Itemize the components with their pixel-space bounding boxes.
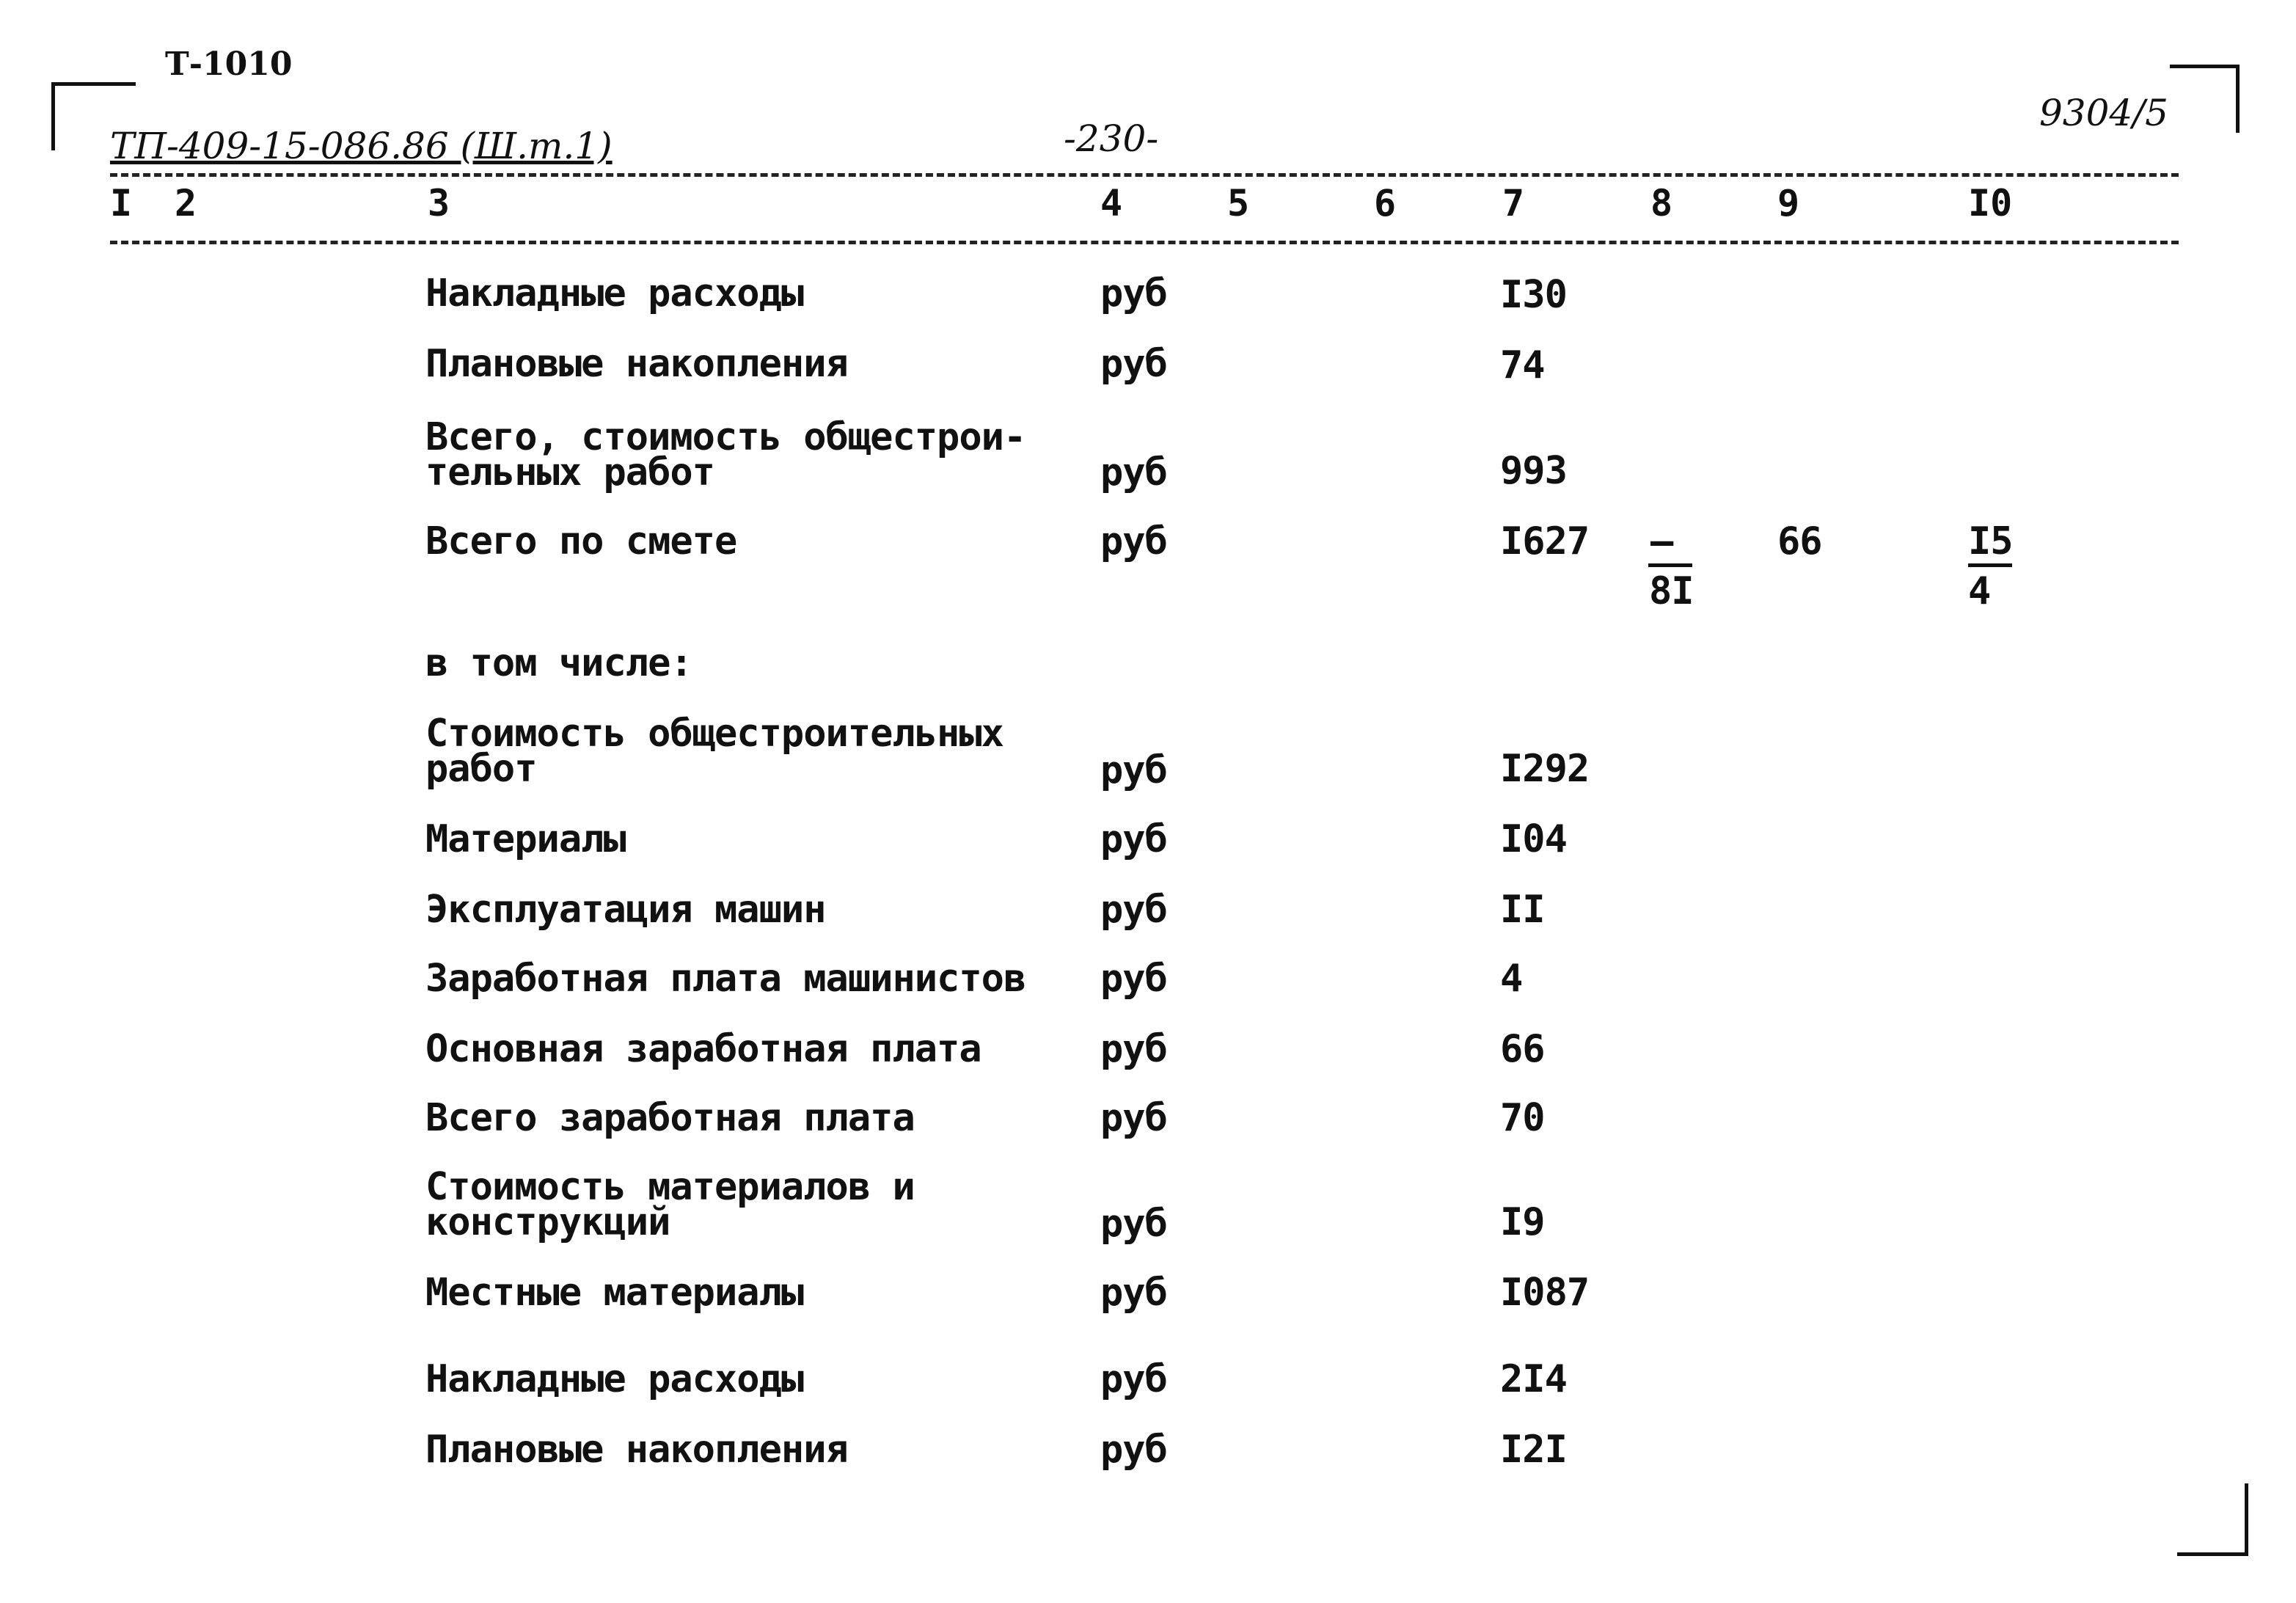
row-name-line2: конструкций: [425, 1200, 670, 1244]
column-header-6: 6: [1374, 182, 1397, 224]
row-value-col7: I292: [1500, 747, 1590, 791]
row-name: Основная заработная плата: [425, 1027, 981, 1071]
row-name: Местные материалы: [425, 1271, 804, 1315]
row-unit: руб: [1100, 1271, 1167, 1315]
row-name: Накладные расходы: [425, 271, 804, 315]
row-unit: руб: [1100, 519, 1167, 563]
row-unit: руб: [1100, 1027, 1167, 1071]
row-name-line2: работ: [425, 747, 537, 791]
column-header-10: I0: [1968, 182, 2013, 224]
column-header-1: I: [110, 182, 133, 224]
fraction-bar-col10: [1968, 563, 2012, 567]
column-header-3: 3: [428, 182, 450, 224]
project-code: ТП-409-15-086.86 (Ш.т.1): [110, 125, 613, 167]
row-unit: руб: [1100, 271, 1167, 315]
row-value-col7: 993: [1500, 449, 1567, 493]
row-value-col7: I30: [1500, 273, 1567, 317]
row-value-col7: 2I4: [1500, 1357, 1567, 1401]
column-header-2: 2: [175, 182, 197, 224]
row-value-col10-bottom: 4: [1968, 569, 1991, 613]
row-unit: руб: [1100, 1096, 1167, 1140]
row-name: Заработная плата машинистов: [425, 957, 1026, 1001]
row-value-col7: I627: [1500, 519, 1590, 563]
row-name: Плановые накопления: [425, 342, 848, 386]
row-unit: руб: [1100, 748, 1167, 792]
row-unit: руб: [1100, 957, 1167, 1001]
header-rule-top: [110, 173, 2179, 177]
row-name-line1: Стоимость общестроительных: [425, 712, 1003, 756]
row-value-col7: I2I: [1500, 1428, 1567, 1472]
corner-mark-top-right: [2170, 65, 2240, 133]
row-value-col8-bottom: 8I: [1649, 569, 1694, 613]
row-name: Накладные расходы: [425, 1357, 804, 1401]
row-unit: руб: [1100, 1202, 1167, 1246]
archive-number: 9304/5: [2039, 92, 2168, 134]
row-value-col7: 70: [1500, 1096, 1545, 1140]
row-name: Плановые накопления: [425, 1428, 848, 1472]
row-value-col10-top: I5: [1968, 519, 2013, 563]
row-unit: руб: [1100, 342, 1167, 386]
row-value-col7: I087: [1500, 1271, 1590, 1315]
section-subtitle: в том числе:: [425, 641, 692, 685]
column-header-4: 4: [1100, 182, 1123, 224]
row-name: Всего заработная плата: [425, 1096, 915, 1140]
row-name-line1: Стоимость материалов и: [425, 1165, 915, 1209]
page-number: -230-: [1064, 117, 1159, 160]
column-header-8: 8: [1650, 182, 1673, 224]
column-header-5: 5: [1227, 182, 1250, 224]
row-name: Материалы: [425, 817, 626, 861]
fraction-bar-col8: [1648, 563, 1692, 567]
column-header-9: 9: [1777, 182, 1800, 224]
row-value-col7: 66: [1500, 1027, 1545, 1071]
row-unit: руб: [1100, 817, 1167, 861]
row-unit: руб: [1100, 450, 1167, 494]
header-rule-bottom: [110, 241, 2179, 244]
sheet-code: Т-1010: [165, 45, 293, 83]
row-value-col8-top: –: [1650, 519, 1673, 563]
row-name: Всего по смете: [425, 519, 737, 563]
row-value-col7: II: [1500, 888, 1545, 932]
row-unit: руб: [1100, 1357, 1167, 1401]
row-value-col9: 66: [1777, 519, 1822, 563]
column-header-7: 7: [1502, 182, 1525, 224]
row-value-col7: 4: [1500, 957, 1523, 1001]
row-unit: руб: [1100, 1428, 1167, 1472]
row-value-col7: 74: [1500, 343, 1545, 387]
row-value-col7: I9: [1500, 1200, 1545, 1244]
row-name-line1: Всего, стоимость общестрои-: [425, 415, 1026, 459]
row-unit: руб: [1100, 888, 1167, 932]
corner-mark-bottom-right: [2177, 1483, 2248, 1556]
row-name-line2: тельных работ: [425, 450, 714, 494]
row-value-col7: I04: [1500, 817, 1567, 861]
row-name: Эксплуатация машин: [425, 888, 826, 932]
